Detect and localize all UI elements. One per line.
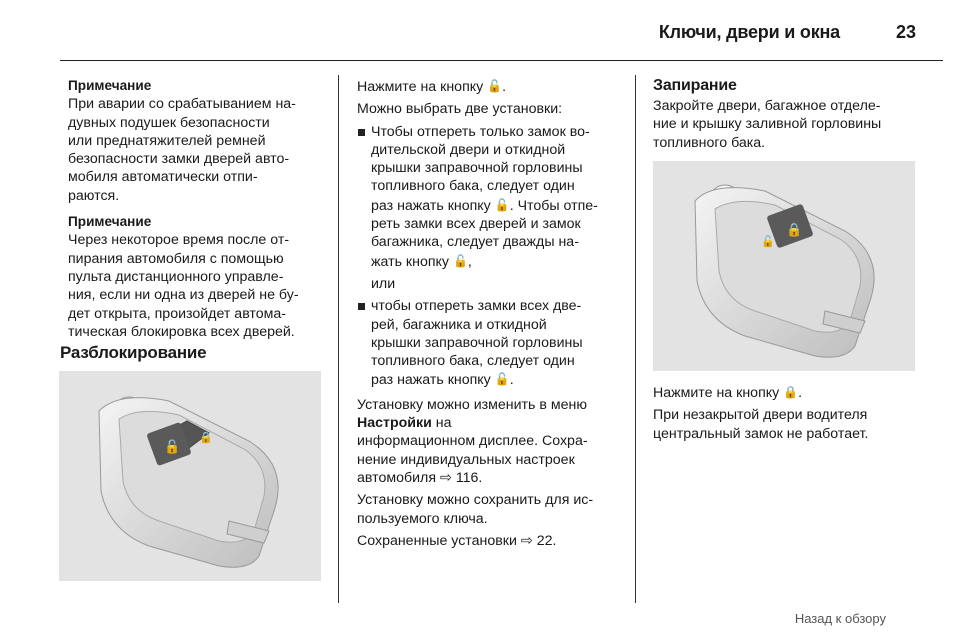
text-fragment: раз нажать кнопку (371, 372, 491, 389)
text-line (357, 469, 625, 487)
text-line: безопасности замки дверей авто- (68, 151, 290, 168)
text-fragment: раз нажать кнопку (371, 197, 491, 214)
text-fragment: . Чтобы отпе- (509, 197, 598, 214)
text-line: При незакрытой двери водителя (653, 407, 868, 424)
unlock-button-icon: 🔓 (494, 197, 510, 212)
text-line: ние и крышку заливной горловины (653, 116, 882, 133)
text-line: При аварии со срабатыванием на- (68, 96, 296, 113)
text-line: пульта дистанционного управле- (68, 268, 284, 285)
back-to-overview-link[interactable]: Назад к обзору (794, 611, 886, 626)
lock-glyph: 🔒 (786, 223, 803, 238)
text-line: крышки заправочной горловины (371, 160, 583, 177)
text-fragment: Нажмите на кнопку (357, 79, 484, 95)
text-line: или преднатяжителей ремней (68, 132, 266, 149)
save-setting-paragraph (357, 491, 625, 528)
text-line: нение индивидуальных настроек (357, 451, 575, 468)
left-column (68, 77, 330, 341)
unlock-button-icon: 🔓 (487, 79, 503, 93)
column-divider-1 (338, 75, 339, 603)
header-rule (60, 60, 943, 61)
text-line: Через некоторое время после от- (68, 232, 290, 249)
text-line: Установку можно сохранить для ис- (357, 492, 594, 509)
change-setting-paragraph (357, 396, 625, 487)
unlock-button-icon: 🔓 (452, 253, 468, 268)
page-header-title: Ключи, двери и окна (658, 22, 840, 42)
note-airbag-text (68, 95, 330, 205)
text-fragment: Нажмите на кнопку (653, 385, 780, 401)
text-line: крышки заправочной горловины (371, 334, 583, 351)
column-divider-2 (635, 75, 636, 603)
key-fob-illustration (59, 371, 321, 581)
text-line: топливного бака. (653, 134, 766, 151)
text-line: реть замки всех дверей и замок (371, 216, 581, 233)
text-fragment: . (798, 385, 803, 401)
text-line (371, 370, 625, 389)
text-line: мобиля автоматически отпи- (68, 169, 258, 186)
page-ref-arrow-icon: ⇨ (520, 532, 533, 549)
text-fragment: . (502, 79, 507, 95)
text-line: топливного бака, следует один (371, 178, 575, 195)
page-ref-link[interactable]: 116. (455, 469, 483, 486)
text-line: Закройте двери, багажное отделе- (653, 98, 881, 114)
note-autolock-text (68, 231, 330, 341)
text-line: дувных подушек безопасности (68, 114, 270, 131)
text-line: пользуемого ключа. (357, 510, 488, 527)
text-line: рей, багажника и откидной (371, 316, 547, 333)
key-fob-image-lock (653, 161, 915, 371)
page-ref-link[interactable]: 22. (536, 532, 557, 549)
press-lock-instruction (653, 383, 923, 402)
lock-button-icon: 🔒 (783, 385, 799, 399)
text-fragment: . (509, 372, 514, 389)
text-fragment: , (467, 253, 472, 270)
text-line: топливного бака, следует один (371, 353, 575, 370)
text-line: чтобы отпереть замки всех две- (371, 298, 582, 315)
settings-menu-name: Настройки (357, 415, 432, 432)
text-line: багажника, следует дважды на- (371, 234, 579, 251)
text-line: Чтобы отпереть только замок во- (371, 123, 590, 140)
lock-glyph: 🔓 (761, 235, 775, 248)
text-line: раются. (68, 187, 120, 204)
press-unlock-instruction (357, 77, 625, 96)
middle-column (357, 77, 625, 554)
unlock-button-icon: 🔓 (494, 372, 510, 387)
bullet-item (357, 123, 625, 271)
open-door-warning (653, 406, 923, 443)
text-fragment: автомобиля (357, 469, 437, 486)
text-line (371, 196, 625, 215)
section-title-unlocking: Разблокирование (60, 343, 207, 362)
page-number: 23 (895, 22, 916, 42)
text-line: информационном дисплее. Сохра- (357, 433, 588, 450)
text-fragment: на (431, 415, 452, 432)
saved-settings-paragraph (357, 532, 625, 550)
text-line (357, 414, 625, 432)
note-title: Примечание (68, 214, 152, 230)
right-lower-text (653, 383, 923, 443)
or-text: или (371, 275, 396, 292)
text-line: дет открыта, произойдет автома- (68, 305, 287, 322)
note-title: Примечание (68, 78, 152, 93)
text-line: тическая блокировка всех дверей. (68, 323, 295, 340)
text-line: ния, если ни одна из дверей не бу- (68, 287, 299, 304)
text-fragment: жать кнопку (371, 253, 449, 270)
text-line: пирания автомобиля с помощью (68, 250, 284, 267)
lock-glyph: 🔒 (199, 431, 213, 444)
two-settings-text: Можно выбрать две установки: (357, 101, 563, 118)
page-ref-arrow-icon: ⇨ (439, 469, 452, 486)
key-fob-illustration (653, 161, 915, 371)
key-fob-image-unlock (59, 371, 321, 581)
text-line: дительской двери и откидной (371, 141, 566, 158)
bullet-item (357, 297, 625, 389)
text-fragment: Сохраненные установки (357, 532, 517, 549)
text-line (371, 252, 625, 271)
lock-glyph: 🔓 (164, 440, 181, 455)
text-line: центральный замок не работает. (653, 425, 869, 442)
close-doors-text (653, 97, 923, 152)
section-title-locking: Запирание (653, 77, 737, 94)
text-line: Установку можно изменить в меню (357, 396, 587, 413)
